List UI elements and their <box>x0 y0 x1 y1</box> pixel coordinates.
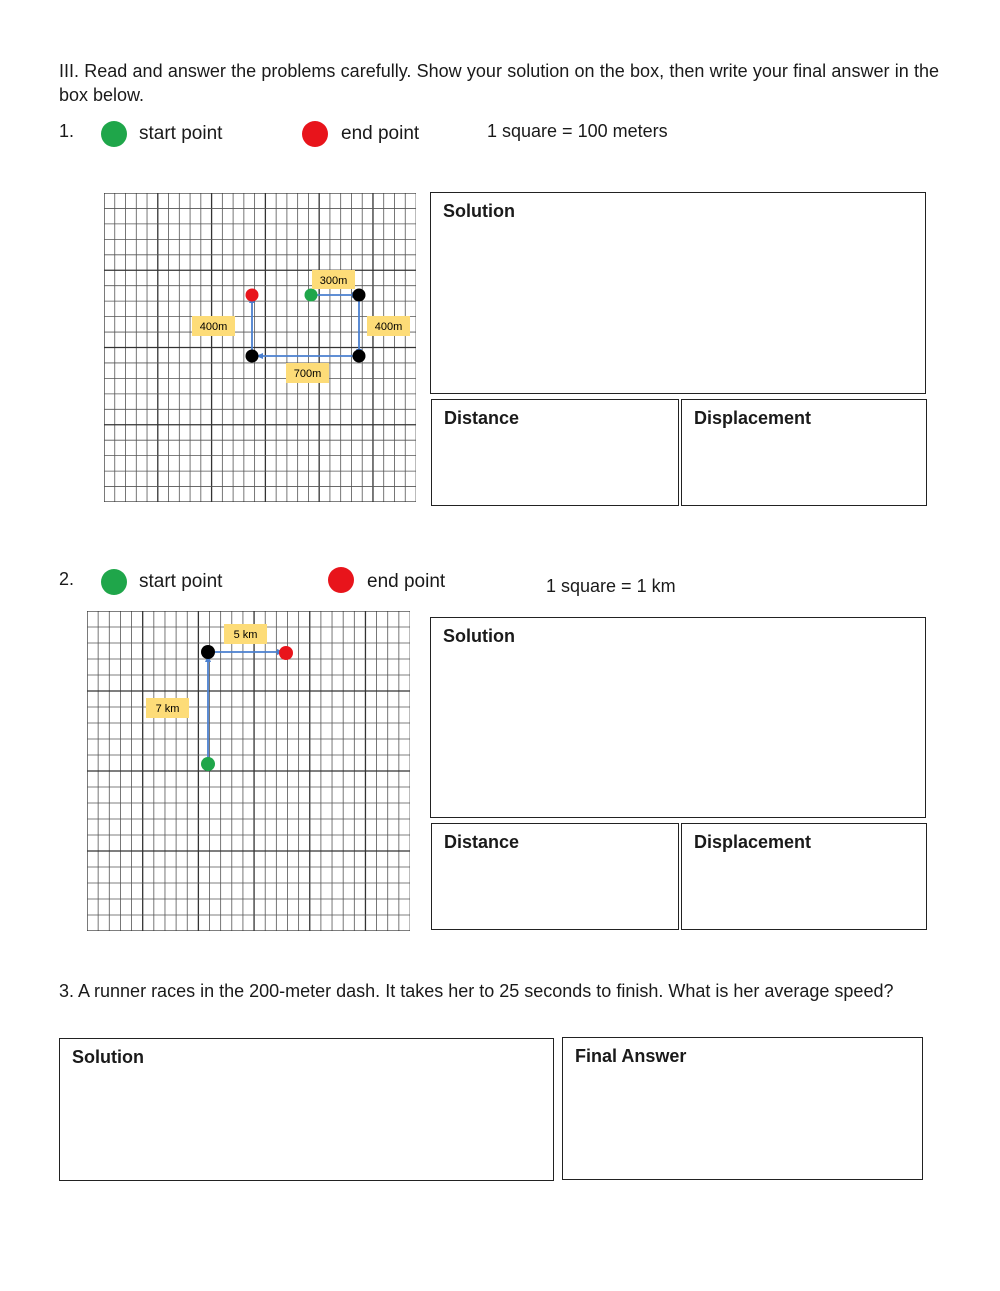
turn-point-marker <box>246 350 259 363</box>
instructions: III. Read and answer the problems carefully. Show your solution on the box, then write your final answer in the box below. <box>59 61 939 105</box>
segment-label-400m-right: 400m <box>374 321 403 333</box>
problem-1-grid <box>104 193 416 502</box>
start-point-marker <box>305 289 318 302</box>
start-point-icon <box>101 121 127 147</box>
turn-point-marker <box>201 645 215 659</box>
problem-3-final-answer-box[interactable] <box>562 1037 923 1180</box>
problem-3-solution-box[interactable] <box>59 1038 554 1181</box>
problem-1-displacement-box[interactable] <box>681 399 927 506</box>
segment-label-400m-left: 400m <box>199 321 228 333</box>
turn-point-marker <box>353 350 366 363</box>
solution-label: Solution <box>443 201 515 221</box>
start-point-marker <box>201 757 215 771</box>
final-answer-label: Final Answer <box>575 1046 687 1066</box>
problem-1-scale: 1 square = 100 meters <box>487 121 668 141</box>
problem-2-solution-box[interactable] <box>430 617 926 818</box>
problem-2-scale: 1 square = 1 km <box>546 576 676 596</box>
solution-label: Solution <box>72 1047 144 1067</box>
distance-label: Distance <box>444 832 520 852</box>
end-point-icon <box>302 121 328 147</box>
start-point-label: start point <box>139 571 223 592</box>
turn-point-marker <box>353 289 366 302</box>
end-point-icon <box>328 567 354 593</box>
segment-label-700m: 700m <box>293 368 322 380</box>
problem-2-displacement-box[interactable] <box>681 823 927 930</box>
start-point-icon <box>101 569 127 595</box>
end-point-label: end point <box>341 123 420 144</box>
distance-label: Distance <box>444 408 520 428</box>
problem-1-number: 1. <box>59 121 75 141</box>
start-point-label: start point <box>139 123 223 144</box>
segment-label-5km: 5 km <box>233 629 258 641</box>
problem-1-distance-box[interactable] <box>431 399 679 506</box>
end-point-marker <box>246 289 259 302</box>
problem-2-number: 2. <box>59 569 75 589</box>
end-point-label: end point <box>367 571 446 592</box>
solution-label: Solution <box>443 626 515 646</box>
problem-2-distance-box[interactable] <box>431 823 679 930</box>
segment-label-7km: 7 km <box>155 703 180 715</box>
problem-3-question: 3. A runner races in the 200-meter dash. It takes her to 25 seconds to finish. What is her average speed? <box>59 981 894 1001</box>
segment-label-300m: 300m <box>319 275 348 287</box>
problem-1-solution-box[interactable] <box>430 192 926 394</box>
displacement-label: Displacement <box>694 408 812 428</box>
displacement-label: Displacement <box>694 832 812 852</box>
problem-2-grid <box>87 611 410 931</box>
end-point-marker <box>279 646 293 660</box>
